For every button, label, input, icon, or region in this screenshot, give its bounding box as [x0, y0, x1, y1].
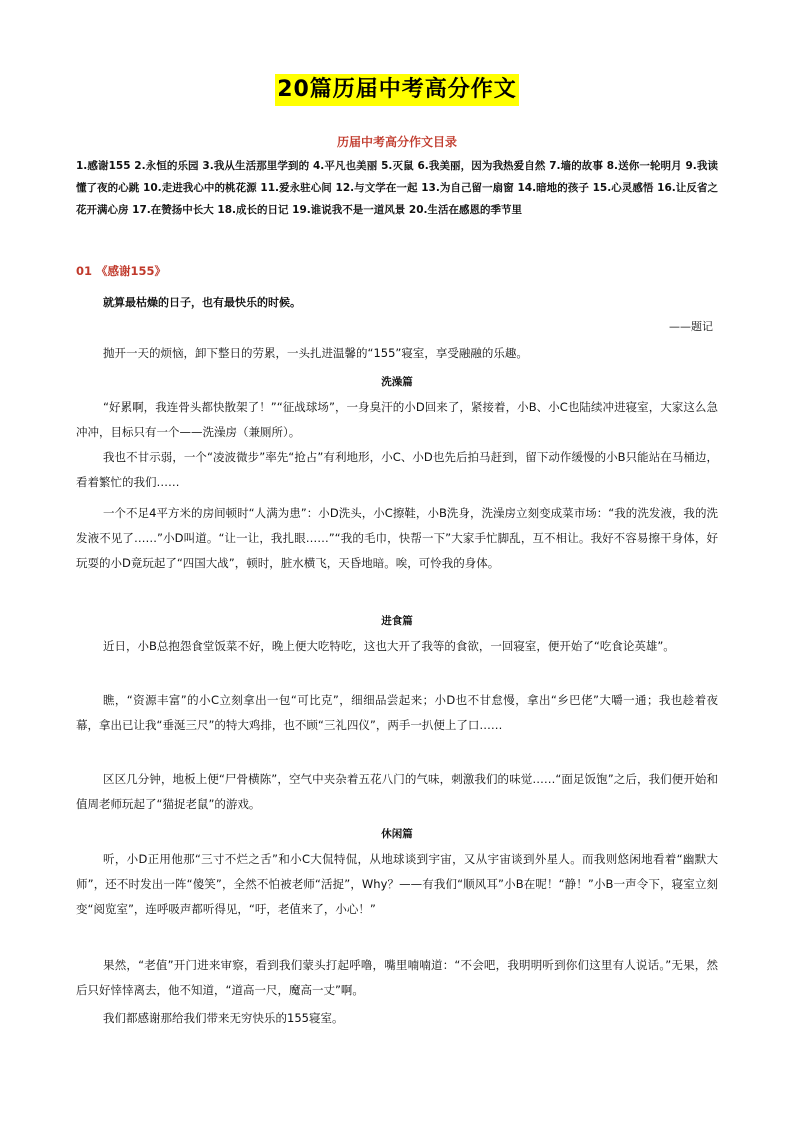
- subheading-bath: 洗澡篇: [381, 376, 413, 388]
- title-wrap: [0, 74, 794, 106]
- paragraph: 听，小D正用他那“三寸不烂之舌”和小C大侃特侃，从地球谈到宇宙，又从宇宙谈到外星人。而我则悠闲地看着“幽默大师”，还不时发出一阵“傻笑”，全然不怕被老师“活捉”，Why？——有我们“顺风耳”小B在呢！“静！”小B一声令下，寝室立刻变“阅览室”，连呼吸声都听得见，“吁，老值来了，小心！”: [76, 852, 718, 916]
- paragraph-intro: 抛开一天的烦恼，卸下整日的劳累，一头扎进温馨的“155”寝室，享受融融的乐趣。: [103, 346, 528, 360]
- epigraph: 就算最枯燥的日子，也有最快乐的时候。: [103, 296, 301, 309]
- subheading-eating: 进食篇: [381, 615, 413, 627]
- paragraph: 我们都感谢那给我们带来无穷快乐的155寝室。: [103, 1011, 344, 1025]
- paragraph: 果然，“老值”开门进来审察，看到我们蒙头打起呼噜，嘴里喃喃道：“不会吧，我明明听到你们这里有人说话。”无果，然后只好悻悻离去，他不知道，“道高一尺，魔高一丈”啊。: [76, 958, 718, 997]
- paragraph: “好累啊，我连骨头都快散架了！”“征战球场”，一身臭汗的小D回来了，紧接着，小B、小C也陆续冲进寝室，大家这么急冲冲，目标只有一个——洗澡房（兼厕所）。: [76, 400, 718, 439]
- paragraph: 区区几分钟，地板上便“尸骨横陈”，空气中夹杂着五花八门的气味，刺激我们的味觉……“面足饭饱”之后，我们便开始和值周老师玩起了“猫捉老鼠”的游戏。: [76, 772, 718, 811]
- paragraph: 一个不足4平方米的房间顿时“人满为患”：小D洗头，小C擦鞋，小B洗身，洗澡房立刻变成菜市场：“我的洗发液，我的洗发液不见了……”小D叫道。“让一让，我扎眼……”“我的毛巾，快帮一下”大家手忙脚乱，互不相让。我好不容易擦干身体，好玩耍的小D竟玩起了“四国大战”，顿时，脏水横飞，天昏地暗。唉，可怜我的身体。: [76, 506, 718, 570]
- toc-heading: 历届中考高分作文目录: [336, 135, 457, 149]
- document-title: 20篇历届中考高分作文: [275, 74, 519, 106]
- subheading-leisure: 休闲篇: [381, 828, 413, 840]
- paragraph: 我也不甘示弱，一个“凌波微步”率先“抢占”有利地形，小C、小D也先后拍马赶到，留下动作缓慢的小B只能站在马桶边，看着繁忙的我们……: [76, 450, 718, 489]
- paragraph: 近日，小B总抱怨食堂饭菜不好，晚上便大吃特吃，这也大开了我等的食欲，一回寝室，便开始了“吃食论英雄”。: [103, 639, 675, 653]
- paragraph: 瞧，“资源丰富”的小C立刻拿出一包“可比克”，细细品尝起来；小D也不甘怠慢，拿出“乡巴佬”大嚼一通；我也趁着夜幕，拿出已让我“垂涎三尺”的特大鸡排，也不顾“三礼四仪”，两手一扒便上了口……: [76, 693, 718, 732]
- essay-heading: 01 《感谢155》: [76, 264, 167, 278]
- epigraph-signature: ——题记: [669, 320, 713, 333]
- table-of-contents: 1.感谢155 2.永恒的乐园 3.我从生活那里学到的 4.平凡也美丽 5.灭鼠 6.我美丽，因为我热爱自然 7.墙的故事 8.送你一轮明月 9.我读懂了夜的心跳 10.走进我心中的桃花源 11.爱永驻心间 12.与文学在一起 13.为自己留一扇窗 14.暗地的孩子 15.心灵感悟 16.让反省之花开满心房 17.在赞扬中长大 18.成长的日记 19.谁说我不是一道风景 20.生活在感恩的季节里: [76, 160, 718, 216]
